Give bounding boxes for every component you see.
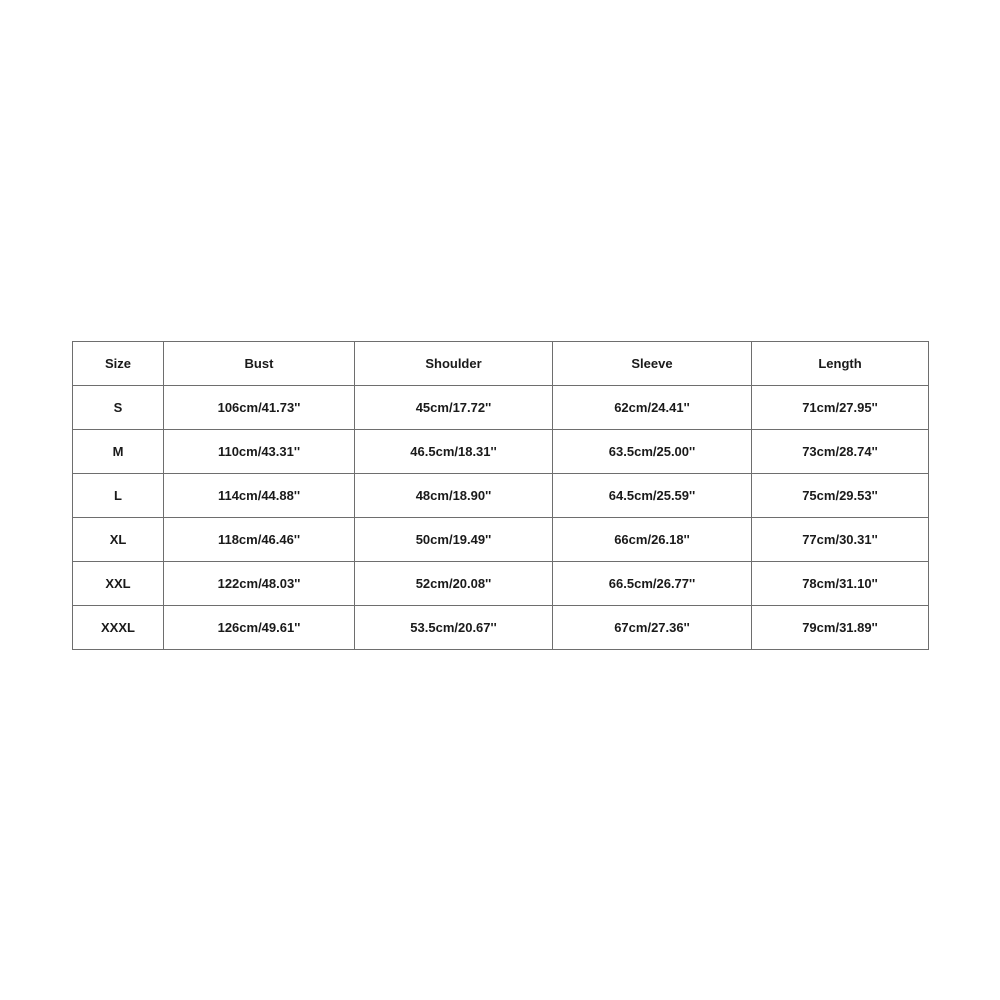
cell-length: 78cm/31.10'' [752, 562, 929, 606]
cell-size: L [73, 474, 164, 518]
cell-size: XXL [73, 562, 164, 606]
table-row [73, 430, 929, 474]
table-row [73, 606, 929, 650]
header-bust: Bust [164, 342, 355, 386]
cell-bust: 126cm/49.61'' [164, 606, 355, 650]
cell-length: 71cm/27.95'' [752, 386, 929, 430]
cell-bust: 110cm/43.31'' [164, 430, 355, 474]
cell-sleeve: 62cm/24.41'' [553, 386, 752, 430]
cell-sleeve: 66.5cm/26.77'' [553, 562, 752, 606]
table-row [73, 474, 929, 518]
cell-size: M [73, 430, 164, 474]
table-row [73, 562, 929, 606]
header-length: Length [752, 342, 929, 386]
cell-shoulder: 45cm/17.72'' [355, 386, 553, 430]
cell-size: S [73, 386, 164, 430]
cell-sleeve: 66cm/26.18'' [553, 518, 752, 562]
cell-length: 79cm/31.89'' [752, 606, 929, 650]
cell-shoulder: 48cm/18.90'' [355, 474, 553, 518]
cell-length: 75cm/29.53'' [752, 474, 929, 518]
cell-sleeve: 63.5cm/25.00'' [553, 430, 752, 474]
table-row [73, 386, 929, 430]
cell-bust: 114cm/44.88'' [164, 474, 355, 518]
cell-shoulder: 52cm/20.08'' [355, 562, 553, 606]
cell-shoulder: 50cm/19.49'' [355, 518, 553, 562]
cell-sleeve: 67cm/27.36'' [553, 606, 752, 650]
cell-sleeve: 64.5cm/25.59'' [553, 474, 752, 518]
cell-bust: 122cm/48.03'' [164, 562, 355, 606]
cell-bust: 118cm/46.46'' [164, 518, 355, 562]
header-shoulder: Shoulder [355, 342, 553, 386]
header-row [73, 342, 929, 386]
cell-shoulder: 53.5cm/20.67'' [355, 606, 553, 650]
header-sleeve: Sleeve [553, 342, 752, 386]
cell-shoulder: 46.5cm/18.31'' [355, 430, 553, 474]
cell-size: XL [73, 518, 164, 562]
header-size: Size [73, 342, 164, 386]
cell-length: 73cm/28.74'' [752, 430, 929, 474]
table-row [73, 518, 929, 562]
cell-bust: 106cm/41.73'' [164, 386, 355, 430]
size-chart-table [72, 341, 929, 650]
cell-length: 77cm/30.31'' [752, 518, 929, 562]
cell-size: XXXL [73, 606, 164, 650]
